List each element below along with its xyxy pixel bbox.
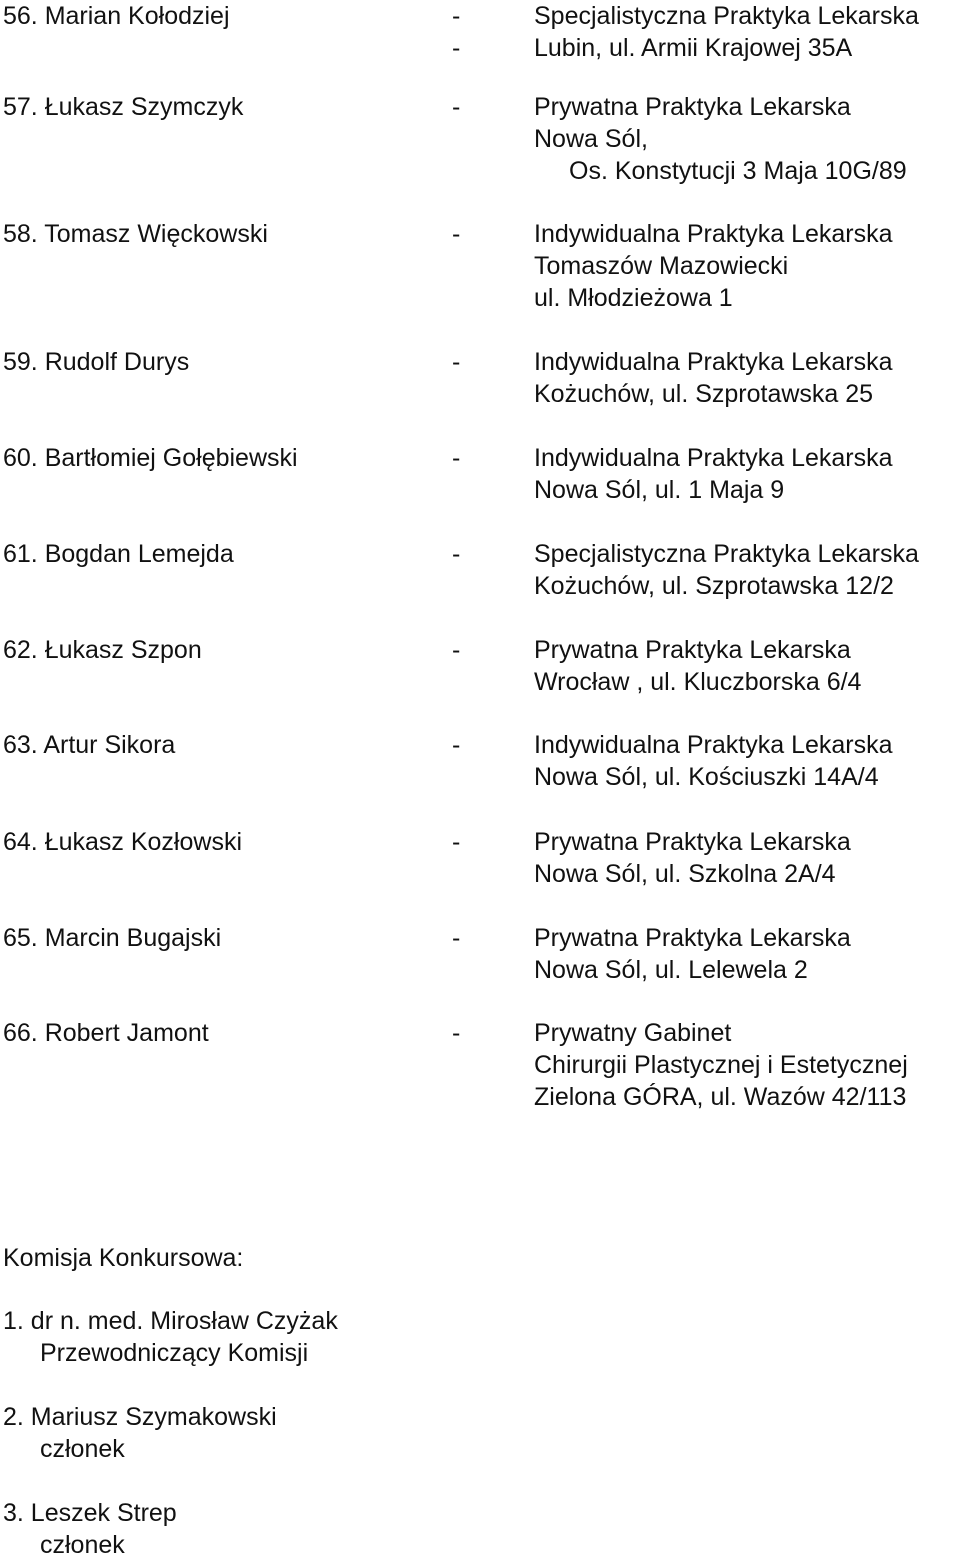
entry-address: Nowa Sól, ul. Szkolna 2A/4: [534, 860, 836, 888]
member-role: członek: [40, 1531, 125, 1559]
entry-details: [534, 91, 960, 187]
entry-name: 63. Artur Sikora: [3, 731, 176, 759]
entry-dash: -: [452, 348, 461, 376]
entry-name: 59. Rudolf Durys: [3, 348, 190, 376]
entry-address: Nowa Sól,: [534, 125, 648, 153]
entry-practice: Prywatna Praktyka Lekarska: [534, 636, 851, 664]
entry-address: ul. Młodzieżowa 1: [534, 284, 733, 312]
entry-details: [534, 826, 960, 890]
entry-details: [534, 218, 960, 314]
entry-name: 65. Marcin Bugajski: [3, 924, 222, 952]
entry-dash: -: [452, 828, 461, 856]
entry-name: 62. Łukasz Szpon: [3, 636, 202, 664]
member-role: Przewodniczący Komisji: [40, 1339, 309, 1367]
entry-dash: -: [452, 731, 461, 759]
entry-details: [534, 1017, 960, 1113]
member-name: 1. dr n. med. Mirosław Czyżak: [3, 1307, 338, 1335]
entry-address: Nowa Sól, ul. Lelewela 2: [534, 956, 808, 984]
commission-member: [3, 1305, 603, 1369]
commission-member: [3, 1497, 603, 1561]
entry-practice: Indywidualna Praktyka Lekarska: [534, 220, 893, 248]
entry-practice: Indywidualna Praktyka Lekarska: [534, 444, 893, 472]
entry-details: [534, 729, 960, 793]
entry-name: 66. Robert Jamont: [3, 1019, 209, 1047]
entry-address: Kożuchów, ul. Szprotawska 12/2: [534, 572, 894, 600]
entry-address: Nowa Sól, ul. 1 Maja 9: [534, 476, 785, 504]
entry-name: 56. Marian Kołodziej: [3, 2, 230, 30]
entry-practice: Indywidualna Praktyka Lekarska: [534, 348, 893, 376]
entry-address: Wrocław , ul. Kluczborska 6/4: [534, 668, 862, 696]
entry-name: 57. Łukasz Szymczyk: [3, 93, 244, 121]
entry-practice: Specjalistyczna Praktyka Lekarska: [534, 2, 919, 30]
entry-dash: -: [452, 220, 461, 248]
entry-practice: Prywatna Praktyka Lekarska: [534, 93, 851, 121]
entry-details: [534, 634, 960, 698]
entry-address: Nowa Sól, ul. Kościuszki 14A/4: [534, 763, 879, 791]
entry-dash: -: [452, 2, 461, 30]
entry-practice: Prywatny Gabinet: [534, 1019, 732, 1047]
entry-address: Zielona GÓRA, ul. Wazów 42/113: [534, 1083, 907, 1111]
entry-dash: -: [452, 540, 461, 568]
entry-address: Tomaszów Mazowiecki: [534, 252, 789, 280]
entry-name: 64. Łukasz Kozłowski: [3, 828, 243, 856]
entry-practice-continued: Chirurgii Plastycznej i Estetycznej: [534, 1051, 908, 1079]
commission-heading: Komisja Konkursowa:: [3, 1244, 244, 1272]
entry-address: Os. Konstytucji 3 Maja 10G/89: [569, 157, 907, 185]
entry-dash: -: [452, 93, 461, 121]
entry-practice: Prywatna Praktyka Lekarska: [534, 924, 851, 952]
commission-member: [3, 1401, 603, 1465]
entry-practice: Specjalistyczna Praktyka Lekarska: [534, 540, 919, 568]
entry-practice: Prywatna Praktyka Lekarska: [534, 828, 851, 856]
entry-details: [534, 538, 960, 602]
entry-name: 58. Tomasz Więckowski: [3, 220, 268, 248]
entry-details: [534, 442, 960, 506]
entry-address: Lubin, ul. Armii Krajowej 35A: [534, 34, 853, 62]
member-role: członek: [40, 1435, 125, 1463]
entry-name: 61. Bogdan Lemejda: [3, 540, 234, 568]
member-name: 3. Leszek Strep: [3, 1499, 177, 1527]
entry-name: 60. Bartłomiej Gołębiewski: [3, 444, 298, 472]
member-name: 2. Mariusz Szymakowski: [3, 1403, 277, 1431]
entry-practice: Indywidualna Praktyka Lekarska: [534, 731, 893, 759]
entry-dash: -: [452, 1019, 461, 1047]
entry-details: [534, 346, 960, 410]
entry-dash: -: [452, 444, 461, 472]
entry-address: Kożuchów, ul. Szprotawska 25: [534, 380, 874, 408]
entry-dash: -: [452, 636, 461, 664]
entry-details: [534, 0, 960, 64]
entry-dash: -: [452, 924, 461, 952]
entry-dash-secondary: -: [452, 34, 461, 62]
entry-details: [534, 922, 960, 986]
